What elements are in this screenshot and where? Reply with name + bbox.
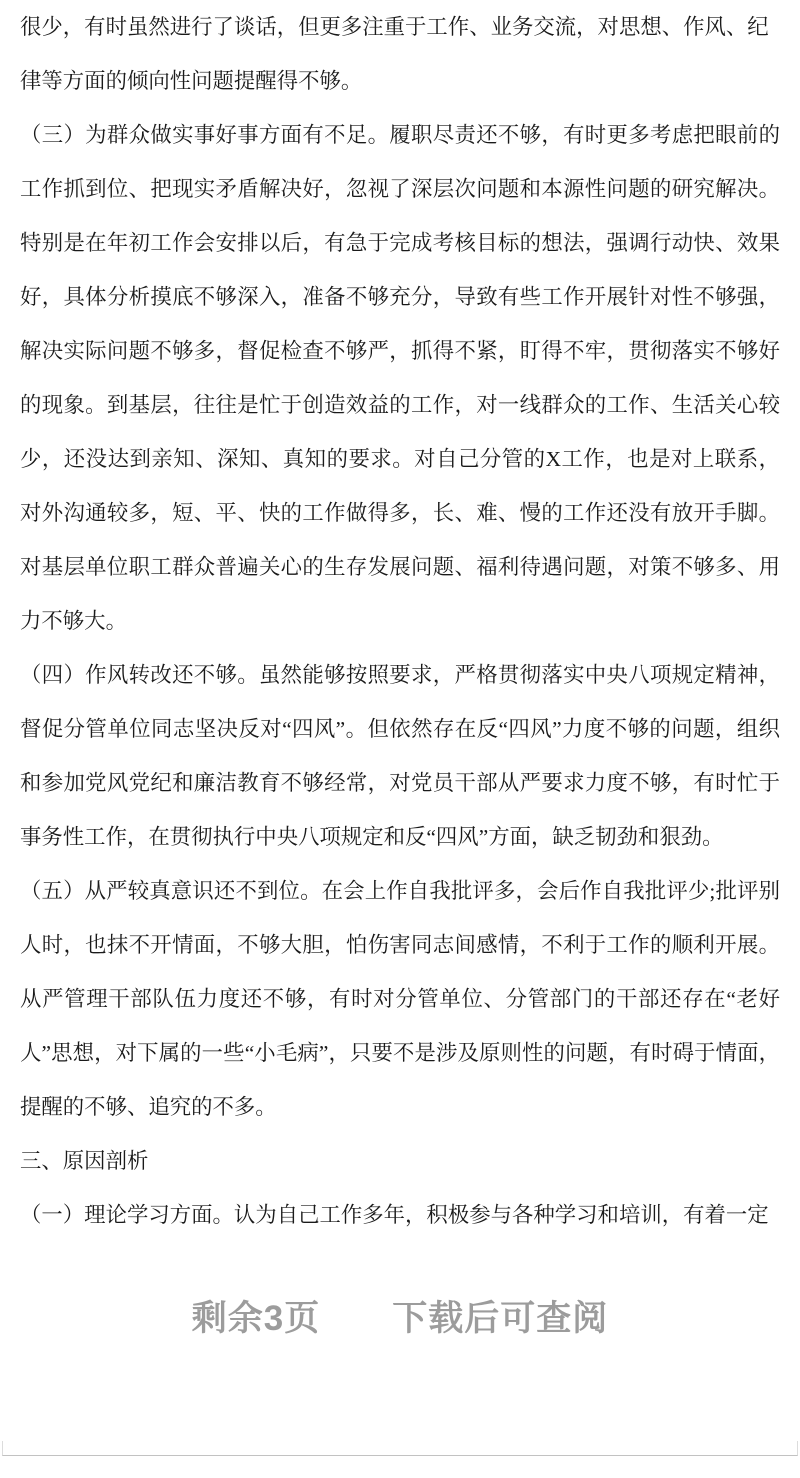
paragraph-item-4: （四）作风转改还不够。虽然能够按照要求，严格贯彻落实中央八项规定精神，督促分管单位同志坚决反对“四风”。但依然存在反“四风”力度不够的问题，组织和参加党风党纪和廉洁教育不够经常，对党员干部从严要求力度不够，有时忙于事务性工作，在贯彻执行中央八项规定和反“四风”方面，缺乏韧劲和狠劲。 (20, 663, 780, 849)
paragraph-item-1-causes: （一）理论学习方面。认为自己工作多年，积极参与各种学习和培训，有着一定 (20, 1203, 769, 1227)
remaining-pages-download-notice: 剩余3页 下载后可查阅 (191, 1299, 609, 1338)
paragraph-item-3: （三）为群众做实事好事方面有不足。履职尽责还不够，有时更多考虑把眼前的工作抓到位、把现实矛盾解决好，忽视了深层次问题和本源性问题的研究解决。特别是在年初工作会安排以后，有急于完成考核目标的想法，强调行动快、效果好，具体分析摸底不够深入，准备不够充分，导致有些工作开展针对性不够强，解决实际问题不够多，督促检查不够严，抓得不紧，盯得不牢，贯彻落实不够好的现象。到基层，往往是忙于创造效益的工作，对一线群众的工作、生活关心较少，还没达到亲知、深知、真知的要求。对自己分管的X工作，也是对上联系，对外沟通较多，短、平、快的工作做得多，长、难、慢的工作还没有放开手脚。对基层单位职工群众普遍关心的生存发展问题、福利待遇问题，对策不够多、用力不够大。 (20, 123, 780, 633)
section-heading-causes: 三、原因剖析 (20, 1149, 149, 1173)
page-bottom-border (2, 1441, 798, 1456)
clipped-paragraph-line: 很少，有时虽然进行了谈话，但更多注重于工作、业务交流，对思想、作风、纪 (20, 15, 769, 39)
paragraph-item-5: （五）从严较真意识还不到位。在会上作自我批评多，会后作自我批评少;批评别人时，也抹不开情面，不够大胆，怕伤害同志间感情，不利于工作的顺利开展。从严管理干部队伍力度还不够，有时对分管单位、分管部门的干部还存在“老好人”思想，对下属的一些“小毛病”，只要不是涉及原则性的问题，有时碍于情面，提醒的不够、追究的不多。 (20, 879, 780, 1119)
paragraph-continuation: 律等方面的倾向性问题提醒得不够。 (20, 69, 363, 93)
